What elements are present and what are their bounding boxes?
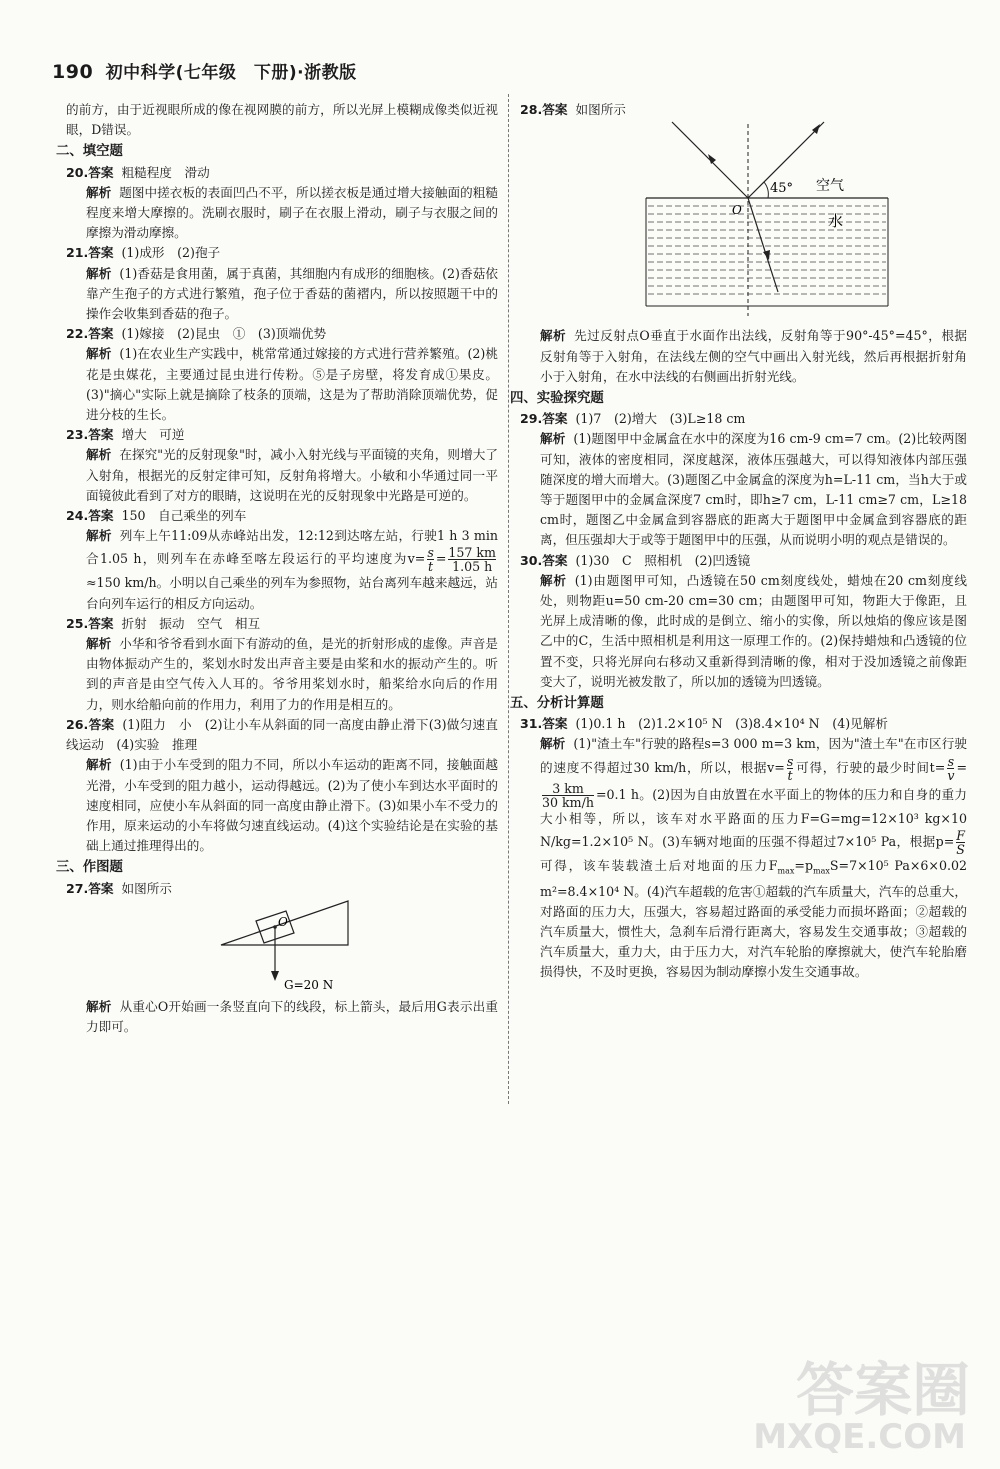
answer-21-text: (1)成形 (2)孢子 [121,245,221,261]
fraction-numerator: 3 km [542,782,594,796]
fraction-denominator: t [787,767,793,783]
answer-29-label: 29.答案 [520,411,568,427]
answer-30-text: (1)30 C 照相机 (2)凹透镜 [575,552,751,568]
right-column [510,100,968,983]
analysis-21-text: (1)香菇是食用菌，属于真菌，其细胞内有成形的细胞核。(2)香菇依靠产生孢子的方式进行繁殖，孢子位于香菇的菌褶内，所以按照题干中的操作会收集到香菇的孢子。 [86,265,499,322]
fraction-denominator: t [428,559,434,575]
fraction-numerator: s [947,753,955,769]
answer-22-text: (1)嫁接 (2)昆虫 ① (3)顶端优势 [121,326,327,342]
answer-26-text: (1)阻力 小 (2)让小车从斜面的同一高度由静止滑下(3)做匀速直线运动 (4)实验 推理 [66,716,498,753]
analysis-31 [520,734,967,982]
answer-21-label: 21.答案 [66,245,114,261]
analysis-25-label: 解析 [86,636,112,652]
point-o-label: O [278,914,288,929]
answer-24-text: 150 自己乘坐的列车 [121,508,247,524]
section-calculation: 五、分析计算题 [510,696,604,712]
answer-25 [66,614,498,634]
analysis-27-text: 从重心O开始画一条竖直向下的线段，标上箭头，最后用G表示出重力即可。 [86,998,498,1035]
analysis-29-label: 解析 [540,431,566,447]
fraction-numerator: s [427,545,434,561]
analysis-28 [520,326,967,387]
analysis-24-text-2: ≈150 km/h。小明以自己乘坐的列车为参照物，站台离列车越来越远，站台向列车运行的相反方向运动。 [86,575,498,611]
answer-22 [66,324,498,344]
answer-24 [66,506,498,526]
analysis-31-label: 解析 [540,736,566,752]
answer-25-text: 折射 振动 空气 相互 [121,615,261,631]
analysis-23 [66,445,498,506]
answer-20 [66,163,498,183]
answer-24-label: 24.答案 [66,508,114,524]
analysis-28-text: 先过反射点O垂直于水面作出法线，反射角等于90°-45°=45°，根据反射角等于入射角，在法线左侧的空气中画出入射光线，然后再根据折射角小于入射角，在水中法线的右侧画出折射光线。 [540,328,967,384]
answer-31 [520,714,967,734]
watermark [740,1343,970,1463]
gravity-arrowhead [271,971,279,981]
analysis-31-text-6: S=7×10⁵ Pa×6×0.02 m²=8.4×10⁴ N。(4)汽车超载的危害①超载的汽车质量大，汽车的总重大，对路面的压力大，压强大，容易超过路面的承受能力而损坏路面；②超载的汽车质量大，惯性大，急刹车后滑行距离大，容易发生交通事故；③超载的汽车质量大，重力大，由于压力大，对汽车轮胎的摩擦就大，使汽车轮胎磨损得快，不及时更换，容易因为制动摩擦小发生交通事故。 [540,857,967,980]
running-header [52,58,357,83]
fraction-s-over-t [787,755,793,782]
fraction-3km-over-30kmh [542,782,594,809]
analysis-31-text-5: =p [794,857,814,873]
equals-sign: = [956,759,967,775]
fraction-denominator: 30 km/h [542,794,594,810]
analysis-22-label: 解析 [86,346,112,362]
answer-23-text: 增大 可逆 [121,427,185,443]
section-drawing: 三、作图题 [56,860,123,876]
analysis-20 [66,183,498,244]
angle-arc [764,182,768,198]
answer-28-label: 28.答案 [520,102,568,117]
subscript-max: max [777,866,795,876]
answer-21 [66,243,498,263]
analysis-29-text: (1)题图甲中金属盒在水中的深度为16 cm-9 cm=7 cm。(2)比较两图可知，液体的密度相同，深度越深，液体压强越大，可以得知液体内部压强随深度的增大而增大。(3)题图乙中金属盒的深度为h=L-11 cm，当h大于或等于题图甲中的金属盒深度7 cm时，即h≥7 cm，L-11 cm≥7 cm，L≥18 cm时，题图乙中金属盒到容器底的距离大于题图甲中金属盒到容器底的距离，但压强却大于或等于题图甲中的压强，从而说明小明的观点是错误的。 [540,431,968,548]
answer-29 [520,409,967,429]
answer-25-label: 25.答案 [66,615,114,631]
fraction-numerator: F [956,827,965,843]
answer-30 [520,551,967,571]
column-divider [508,94,509,1104]
equals-sign: = [435,551,447,567]
fraction-numerator: s [786,753,794,769]
air-label: 空气 [816,178,844,195]
page-number: 190 [52,61,94,83]
intro-text: 的前方，由于近视眼所成的像在视网膜的前方，所以光屏上模糊成像类似近视眼，D错误。 [66,102,498,138]
analysis-31-text-3: =0.1 h。(2)因为自由放置在水平面上的物体的压力和自身的重力大小相等，所以，该车对水平路面的压力F=G=mg=12×10³ kg×10 N/kg=1.2×10⁵ N。(3)车辆对地面的压强不得超过7×10⁵ Pa，根据p= [540,786,967,849]
fraction-distance-over-time [448,546,496,573]
water-hatching [648,206,886,294]
answer-20-label: 20.答案 [66,164,114,180]
analysis-20-text: 题图中搓衣板的表面凹凸不平，所以搓衣板是通过增大接触面的粗糙程度来增大摩擦的。洗刷衣服时，刷子在衣服上滑动，刷子与衣服之间的摩擦为滑动摩擦。 [86,184,499,241]
answer-20-text: 粗糙程度 滑动 [121,164,210,180]
answer-27-label: 27.答案 [66,880,114,896]
answer-23 [66,425,498,445]
analysis-27-label: 解析 [86,998,112,1014]
analysis-21 [66,264,498,325]
analysis-30-text: (1)由题图甲可知，凸透镜在50 cm刻度线处，蜡烛在20 cm刻度线处，则物距u=50 cm-20 cm=30 cm；由题图甲可知，物距大于像距，且光屏上成清晰的像，此时成的是倒立、缩小的实像，所以烛焰的像应该是图乙中的C，生活中照相机是利用这一原理工作的。(2)保持蜡烛和凸透镜的位置不变，只将光屏向右移动又重新得到清晰的像，相对于没加透镜之前像距变大了，说明光被发散了，所以加的透镜为凹透镜。 [540,572,968,689]
point-o-label: O [732,203,742,218]
analysis-23-text: 在探究"光的反射现象"时，减小入射光线与平面镜的夹角，则增大了入射角，根据光的反射定律可知，反射角将增大。小敏和小华通过同一平面镜彼此看到了对方的眼睛，这说明在光的反射现象中光路是可逆的。 [86,447,498,503]
analysis-22 [66,344,498,425]
answer-31-label: 31.答案 [520,716,568,732]
answer-23-label: 23.答案 [66,427,114,443]
gravity-label: G=20 N [284,977,334,991]
book-title: 初中科学(七年级 下册)·浙教版 [105,63,357,83]
answer-26-label: 26.答案 [66,716,115,732]
analysis-25 [66,634,498,715]
answer-29-text: (1)7 (2)增大 (3)L≥18 cm [575,411,746,427]
answer-27-text: 如图所示 [121,880,172,896]
left-column [56,100,499,1037]
angle-label: 45° [770,181,794,197]
analysis-26-text: (1)由于小车受到的阻力不同，所以小车运动的距离不同，接触面越光滑，小车受到的阻力越小，运动得越远。(2)为了使小车到达水平面时的速度相同，应使小车从斜面的同一高度由静止滑下。(3)如果小车不受力的作用，原来运动的小车将做匀速直线运动。(4)这个实验结论是在实验的基础上通过推理得出的。 [86,757,499,854]
fraction-s-over-t [427,546,433,573]
analysis-24-text-1: 列车上午11:09从赤峰站出发，12:12到达喀左站，行驶1 h 3 min合1.05 h，则列车在赤峰至喀左段运行的平均速度为v= [86,528,499,567]
fraction-s-over-v [947,755,954,782]
refracted-arrowhead [763,250,770,260]
analysis-31-text-4: 可得，该车装载渣土后对地面的压力F [540,857,778,873]
analysis-25-text: 小华和爷爷看到水面下有游动的鱼，是光的折射形成的虚像。声音是由物体振动产生的，桨划水时发出声音主要是由桨和水的振动产生的。听到的声音是由空气传入人耳的。爷爷用桨划水时，船桨给水向后的作用力，则水给船向前的作用力，利用了力的作用是相互的。 [86,636,499,712]
analysis-31-text-2: 可得，行驶的最少时间t= [795,759,946,775]
answer-28 [520,100,967,120]
analysis-30 [520,571,967,692]
answer-31-text: (1)0.1 h (2)1.2×10⁵ N (3)8.4×10⁴ N (4)见解析 [575,716,888,732]
fraction-f-over-s [956,829,965,856]
refraction-figure [520,120,967,320]
watermark-logo: 答案圈 [795,1356,970,1424]
watermark-url: MXQE.COM [753,1417,966,1457]
fraction-numerator: 157 km [448,545,496,561]
analysis-20-label: 解析 [86,184,112,200]
fraction-denominator: S [956,841,965,857]
analysis-24-label: 解析 [86,528,112,544]
section-experiment: 四、实验探究题 [510,391,604,407]
analysis-31-text-1: (1)"渣土车"行驶的路程s=3 000 m=3 km，因为"渣土车"在市区行驶的速度不得超过30 km/h，所以，根据v= [540,736,967,775]
analysis-27 [66,997,498,1037]
analysis-24 [66,526,498,614]
analysis-26-label: 解析 [86,757,112,773]
fraction-denominator: 1.05 h [452,559,493,575]
analysis-22-text: (1)在农业生产实践中，桃常常通过嫁接的方式进行营养繁殖。(2)桃花是虫媒花，主要通过昆虫进行传粉。⑤是子房壁，将发育成①果皮。(3)"摘心"实际上就是摘除了枝条的顶端，这是为了帮助消除顶端优势，促进分枝的生长。 [86,346,499,423]
analysis-26 [66,755,498,856]
incline-gravity-figure [66,899,498,991]
analysis-29 [520,429,967,550]
answer-26 [66,715,498,755]
answer-30-label: 30.答案 [520,552,568,568]
analysis-21-label: 解析 [86,265,112,281]
section-fill-in: 二、填空题 [56,144,123,160]
water-label: 水 [828,212,844,231]
subscript-max: max [813,866,830,876]
answer-22-label: 22.答案 [66,326,114,342]
analysis-30-label: 解析 [540,572,567,588]
answer-27 [66,879,498,899]
answer-28-text: 如图所示 [575,102,626,117]
analysis-23-label: 解析 [86,447,112,463]
fraction-denominator: v [947,767,955,783]
analysis-28-label: 解析 [540,328,567,344]
